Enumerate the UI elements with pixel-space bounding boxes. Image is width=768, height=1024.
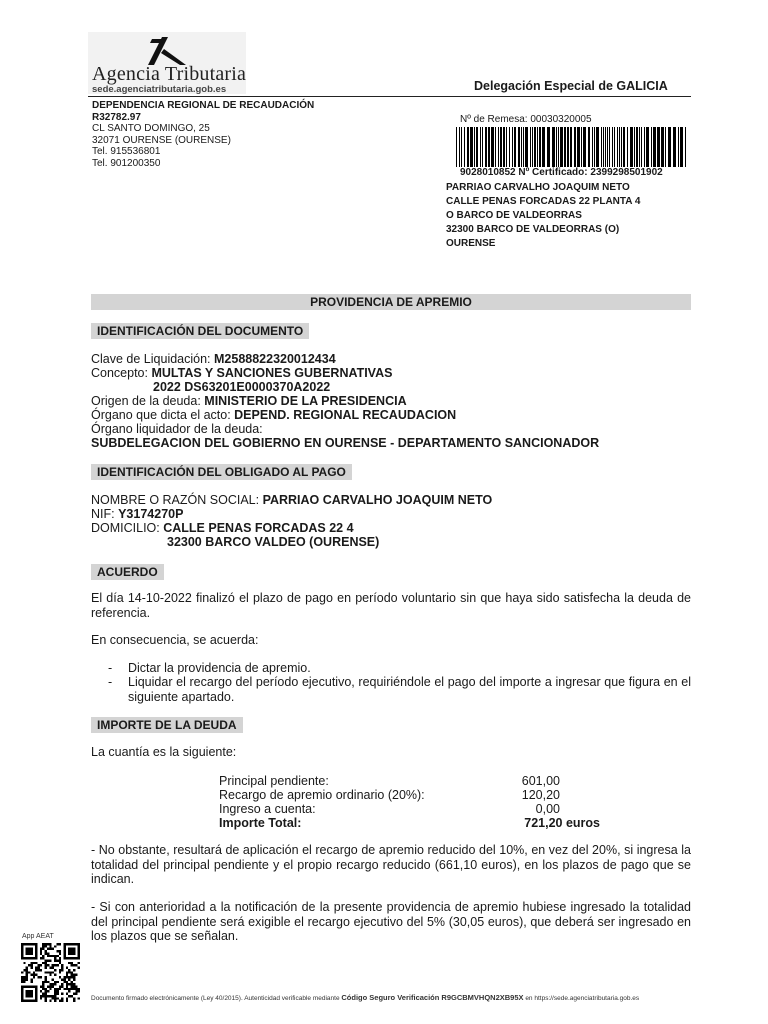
acuerdo-paragraph-2: En consecuencia, se acuerda:: [91, 633, 259, 647]
concepto: [91, 366, 392, 380]
nombre-label: NOMBRE O RAZÓN SOCIAL:: [91, 493, 263, 507]
acuerdo-item-2: Liquidar el recargo del período ejecutivo, requiriéndole el pago del importe a ingresar que figura en el siguiente apartado.: [128, 675, 691, 704]
office-code: R32782.97: [92, 111, 141, 123]
origen-label: Origen de la deuda:: [91, 394, 205, 408]
office-address: [92, 100, 314, 169]
amount-value-recargo: 120,20: [521, 788, 560, 802]
barcode: [456, 127, 688, 167]
clave-label: Clave de Liquidación:: [91, 352, 214, 366]
footer-csv: Código Seguro Verificación R9GCBMVHQN2XB95X: [341, 993, 524, 1002]
document-title: PROVIDENCIA DE APREMIO: [91, 294, 691, 310]
section-heading-obligado: IDENTIFICACIÓN DEL OBLIGADO AL PAGO: [91, 464, 352, 480]
origen-value: MINISTERIO DE LA PRESIDENCIA: [204, 394, 407, 408]
recargo-reducido-paragraph: - No obstante, resultará de aplicación el recargo de apremio reducido del 10%, en vez del 20%, si ingresa la totalidad del principal pendiente y el propio recargo reducido (661,10 euros), en los plazos de pago que se indican.: [91, 843, 691, 886]
header-divider: [88, 96, 691, 97]
nif-label: NIF:: [91, 507, 119, 521]
logo-text: Agencia Tributaria: [92, 63, 247, 85]
clave-value: M2588822320012434: [214, 352, 336, 366]
logo-url: sede.agenciatributaria.gob.es: [92, 84, 227, 95]
remesa-number: Nº de Remesa: 00030320005: [460, 114, 592, 125]
list-dash-1: -: [108, 661, 113, 675]
recipient-postal: 32300 BARCO DE VALDEORRAS (O): [446, 224, 620, 235]
organo-label: Órgano que dicta el acto:: [91, 408, 235, 422]
section-heading-importe: IMPORTE DE LA DEUDA: [91, 717, 243, 733]
office-phone-1: Tel. 915536801: [92, 146, 161, 157]
nombre-razon-social: [91, 493, 492, 507]
recipient-name: PARRIAO CARVALHO JOAQUIM NETO: [446, 182, 630, 193]
organo-liquidador-label: Órgano liquidador de la deuda:: [91, 422, 263, 436]
domicilio-value: CALLE PENAS FORCADAS 22 4: [163, 521, 354, 535]
section-heading-acuerdo: ACUERDO: [91, 564, 164, 580]
office-street: CL SANTO DOMINGO, 25: [92, 123, 210, 134]
organo-acto: [91, 408, 456, 422]
office-city: 32071 OURENSE (OURENSE): [92, 134, 231, 146]
importe-intro: La cuantía es la siguiente:: [91, 745, 237, 759]
nif-value: Y3174270P: [118, 507, 184, 521]
amount-value-principal: 601,00: [521, 774, 560, 788]
liquidador-value: SUBDELEGACION DEL GOBIERNO EN OURENSE - DEPARTAMENTO SANCIONADOR: [91, 436, 600, 450]
app-aeat-label: App AEAT: [22, 933, 54, 940]
delegacion-title: Delegación Especial de GALICIA: [474, 79, 668, 93]
concepto-value-2: [153, 380, 330, 394]
amount-label-total: Importe Total:: [219, 816, 302, 830]
section-heading-documento: IDENTIFICACIÓN DEL DOCUMENTO: [91, 323, 309, 339]
footer-text-1: Documento firmado electrónicamente (Ley 40/2015). Autenticidad verificable mediante: [91, 995, 342, 1002]
certificado-number: 9028010852 Nº Certificado: 2399298501902: [460, 167, 663, 178]
origen-deuda: [91, 394, 407, 408]
footer-signature: [91, 993, 639, 1002]
office-phone-2: Tel. 901200350: [92, 157, 161, 169]
clave-liquidacion: [91, 352, 336, 366]
domicilio: [91, 521, 354, 535]
domicilio-city-value: 32300 BARCO VALDEO (OURENSE): [167, 535, 380, 549]
amount-value-total: 721,20 euros: [524, 816, 600, 830]
concepto-label: Concepto:: [91, 366, 152, 380]
recargo-ejecutivo-paragraph: - Si con anterioridad a la notificación de la presente providencia de apremio hubiese ingresado la totalidad del principal pendiente será exigible el recargo ejecutivo del 5% (30,05 euros), que deberá ser ingresado en los plazos que se señalan.: [91, 900, 691, 943]
footer-text-2: en https://sede.agenciatributaria.gob.es: [523, 995, 640, 1002]
domicilio-city: [167, 535, 379, 549]
acuerdo-item-1: Dictar la providencia de apremio.: [128, 661, 311, 675]
acuerdo-paragraph-1: El día 14-10-2022 finalizó el plazo de pago en período voluntario sin que haya sido satisfecha la deuda de referencia.: [91, 591, 691, 620]
recipient-address: [446, 181, 640, 251]
recipient-street: CALLE PENAS FORCADAS 22 PLANTA 4: [446, 196, 641, 207]
office-name: DEPENDENCIA REGIONAL DE RECAUDACIÓN: [92, 100, 315, 111]
amount-value-ingreso: 0,00: [535, 802, 560, 816]
list-dash-2: -: [108, 675, 113, 689]
organo-liquidador-value: [91, 436, 599, 450]
qr-code: [21, 943, 80, 1002]
concepto-value: MULTAS Y SANCIONES GUBERNATIVAS: [151, 366, 393, 380]
recipient-province: OURENSE: [446, 238, 496, 249]
amount-label-ingreso: Ingreso a cuenta:: [219, 802, 316, 816]
recipient-town: O BARCO DE VALDEORRAS: [446, 210, 582, 221]
nif: [91, 507, 183, 521]
amount-label-recargo: Recargo de apremio ordinario (20%):: [219, 788, 425, 802]
organo-value: DEPEND. REGIONAL RECAUDACION: [234, 408, 457, 422]
nombre-value: PARRIAO CARVALHO JOAQUIM NETO: [262, 493, 493, 507]
amount-label-principal: Principal pendiente:: [219, 774, 329, 788]
domicilio-label: DOMICILIO:: [91, 521, 164, 535]
concepto-code: 2022 DS63201E0000370A2022: [153, 380, 331, 394]
